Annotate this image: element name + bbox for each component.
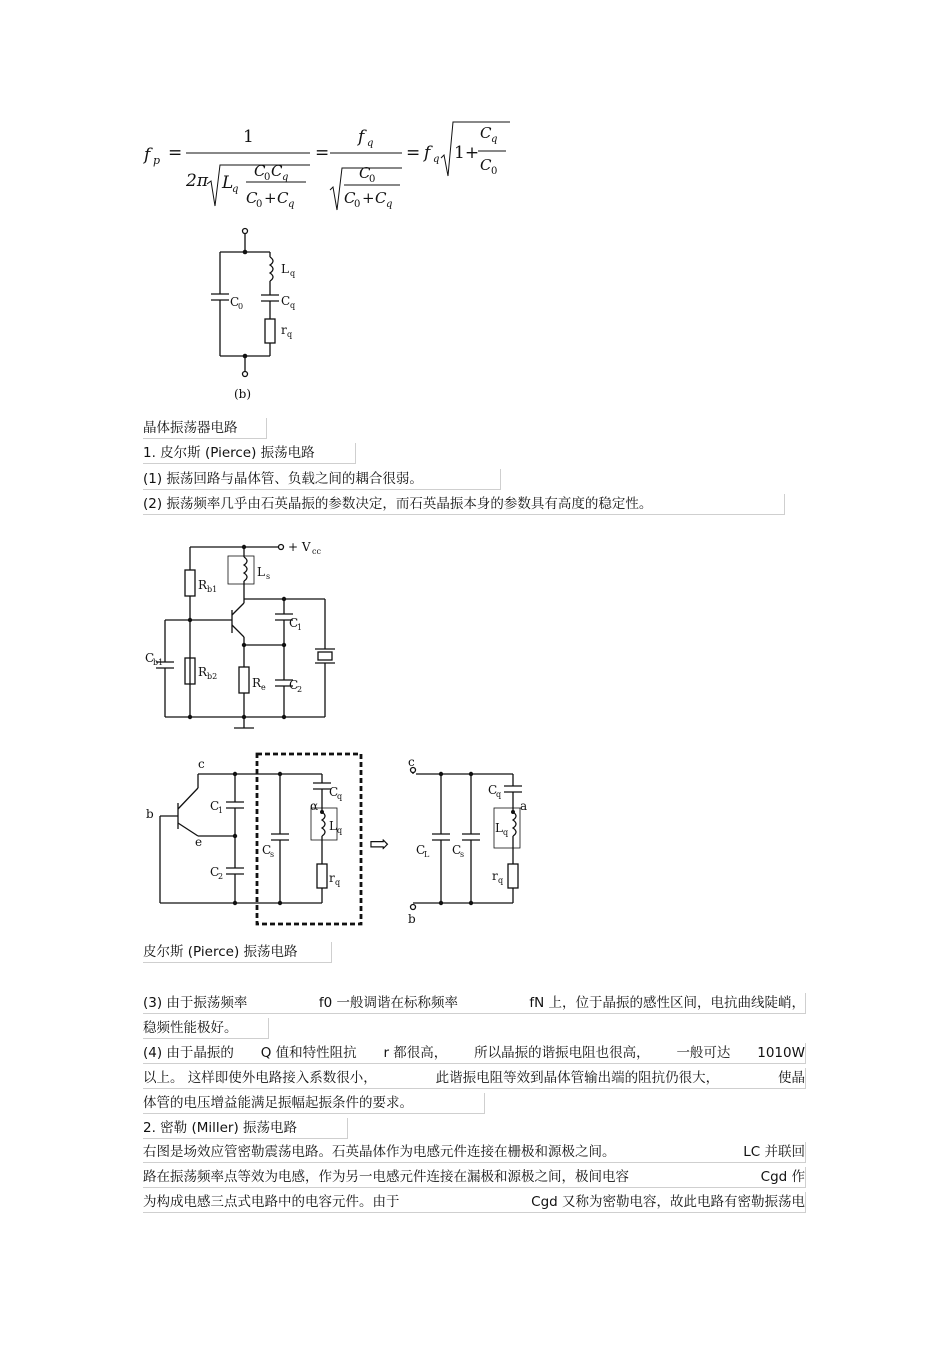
pierce-equivalent-circuit xyxy=(140,748,540,933)
para-4-line-2: 以上。 这样即使外电路接入系数很小， 此谐振电阻等效到晶体管输出端的阻抗仍很大， 使晶 xyxy=(143,1068,806,1089)
svg-text:b: b xyxy=(408,912,416,926)
svg-text:R: R xyxy=(198,665,208,679)
svg-text:C: C xyxy=(210,799,220,813)
resonance-formula xyxy=(140,118,520,218)
svg-text:q: q xyxy=(503,828,509,837)
svg-text:C: C xyxy=(329,785,339,799)
svg-text:q: q xyxy=(335,878,341,887)
svg-text:q: q xyxy=(287,330,293,339)
svg-text:C: C xyxy=(277,189,289,207)
para-5-line-2: 路在振荡频率点等效为电感，作为另一电感元件连接在漏极和源极之间，极间电容 Cgd 作 xyxy=(143,1167,806,1188)
svg-text:0: 0 xyxy=(256,199,263,210)
svg-text:q: q xyxy=(288,199,295,210)
svg-text:cc: cc xyxy=(312,547,321,556)
svg-text:f: f xyxy=(424,143,431,163)
eq-1: = xyxy=(168,143,183,163)
svg-text:q: q xyxy=(290,301,296,310)
svg-text:b2: b2 xyxy=(207,672,218,681)
svg-text:b: b xyxy=(146,807,154,821)
svg-text:f: f xyxy=(358,127,365,147)
para-5-line-3: 为构成电感三点式电路中的电容元件。由于 Cgd 又称为密勒电容，故此电路有密勒振荡电 xyxy=(143,1192,806,1213)
pierce-oscillator-schematic xyxy=(140,535,350,740)
svg-text:C: C xyxy=(289,678,299,692)
svg-text:q: q xyxy=(433,154,440,165)
svg-text:+: + xyxy=(264,189,277,207)
item-2-title: 2. 密勒 (Miller) 振荡电路 xyxy=(143,1118,348,1139)
svg-text:C: C xyxy=(254,162,266,180)
svg-text:R: R xyxy=(198,578,208,592)
Lq: L xyxy=(222,173,234,193)
svg-text:0: 0 xyxy=(354,199,361,210)
svg-text:b1: b1 xyxy=(207,585,218,594)
svg-text:a: a xyxy=(520,799,528,813)
svg-text:R: R xyxy=(252,676,262,690)
svg-text:r: r xyxy=(492,869,498,883)
svg-text:C: C xyxy=(416,843,426,857)
crystal-equivalent-circuit xyxy=(205,225,315,410)
svg-text:s: s xyxy=(266,572,271,581)
svg-text:b1: b1 xyxy=(153,658,164,667)
para-2: (2) 振荡频率几乎由石英晶振的参数决定，而石英晶振本身的参数具有高度的稳定性。 xyxy=(143,494,785,515)
two-pi: 2π xyxy=(186,171,208,191)
svg-text:C: C xyxy=(452,843,462,857)
svg-text:2: 2 xyxy=(218,872,224,881)
para-4-line-3: 体管的电压增益能满足振幅起振条件的要求。 xyxy=(143,1093,485,1114)
svg-text:C: C xyxy=(480,124,492,142)
svg-text:2: 2 xyxy=(297,685,303,694)
svg-text:q: q xyxy=(367,138,374,149)
svg-text:C: C xyxy=(145,651,155,665)
svg-text:C: C xyxy=(246,189,258,207)
para-4-line-1: (4) 由于晶振的 Q 值和特性阻抗 r 都很高， 所以晶振的谐振电阻也很高， 一般可达 1010W xyxy=(143,1043,806,1064)
svg-text:r: r xyxy=(329,871,335,885)
fp-sub: p xyxy=(153,154,161,167)
eq-3: = xyxy=(406,143,421,163)
svg-text:C: C xyxy=(230,295,240,309)
svg-text:q: q xyxy=(232,184,239,195)
svg-text:+ V: + V xyxy=(288,540,311,554)
svg-text:C: C xyxy=(210,865,220,879)
svg-text:e: e xyxy=(195,835,203,849)
svg-text:0: 0 xyxy=(491,166,498,177)
svg-text:s: s xyxy=(270,850,275,859)
svg-text:C: C xyxy=(375,189,387,207)
svg-text:C: C xyxy=(262,843,272,857)
svg-text:1: 1 xyxy=(297,623,303,632)
para-3-line-2: 稳频性能极好。 xyxy=(143,1018,269,1039)
svg-text:q: q xyxy=(386,199,393,210)
svg-text:C: C xyxy=(344,189,356,207)
svg-text:q: q xyxy=(290,269,296,278)
svg-text:0: 0 xyxy=(238,302,244,311)
svg-text:c: c xyxy=(408,755,415,769)
svg-text:1+: 1+ xyxy=(454,143,480,163)
section-heading: 晶体振荡器电路 xyxy=(143,418,267,439)
fp-symbol: f xyxy=(144,145,151,165)
svg-text:q: q xyxy=(282,172,289,183)
svg-text:L: L xyxy=(281,262,289,276)
svg-text:+: + xyxy=(362,189,375,207)
svg-text:0: 0 xyxy=(264,172,271,183)
svg-text:q: q xyxy=(337,826,343,835)
figure-caption: 皮尔斯 (Pierce) 振荡电路 xyxy=(143,942,332,963)
svg-text:⇨: ⇨ xyxy=(369,830,390,858)
svg-text:L: L xyxy=(424,850,430,859)
svg-text:C: C xyxy=(289,616,299,630)
para-5-line-1: 右图是场效应管密勒震荡电路。石英晶体作为电感元件连接在栅极和源极之间。 LC 并联回 xyxy=(143,1142,806,1163)
svg-text:0: 0 xyxy=(369,174,376,185)
svg-text:C: C xyxy=(281,294,291,308)
eq-2: = xyxy=(315,143,330,163)
svg-text:q: q xyxy=(491,134,498,145)
svg-text:1: 1 xyxy=(218,806,224,815)
svg-text:C: C xyxy=(359,164,371,182)
svg-text:e: e xyxy=(261,683,266,692)
svg-text:c: c xyxy=(198,757,205,771)
svg-text:L: L xyxy=(257,565,265,579)
numerator-one: 1 xyxy=(243,127,254,147)
svg-text:s: s xyxy=(460,850,465,859)
svg-text:(b): (b) xyxy=(234,387,252,401)
svg-text:C: C xyxy=(271,162,283,180)
svg-text:L: L xyxy=(495,821,503,835)
svg-text:q: q xyxy=(337,792,343,801)
para-1: (1) 振荡回路与晶体管、负载之间的耦合很弱。 xyxy=(143,469,501,490)
svg-text:C: C xyxy=(488,783,498,797)
svg-text:q: q xyxy=(498,876,504,885)
para-3-line-1: (3) 由于振荡频率 f0 一般调谐在标称频率 fN 上，位于晶振的感性区间，电抗曲线陡峭， xyxy=(143,993,806,1014)
svg-text:q: q xyxy=(496,790,502,799)
item-1-title: 1. 皮尔斯 (Pierce) 振荡电路 xyxy=(143,443,356,464)
svg-text:α: α xyxy=(310,799,319,813)
svg-text:r: r xyxy=(281,323,287,337)
svg-text:L: L xyxy=(329,819,337,833)
svg-text:C: C xyxy=(480,156,492,174)
